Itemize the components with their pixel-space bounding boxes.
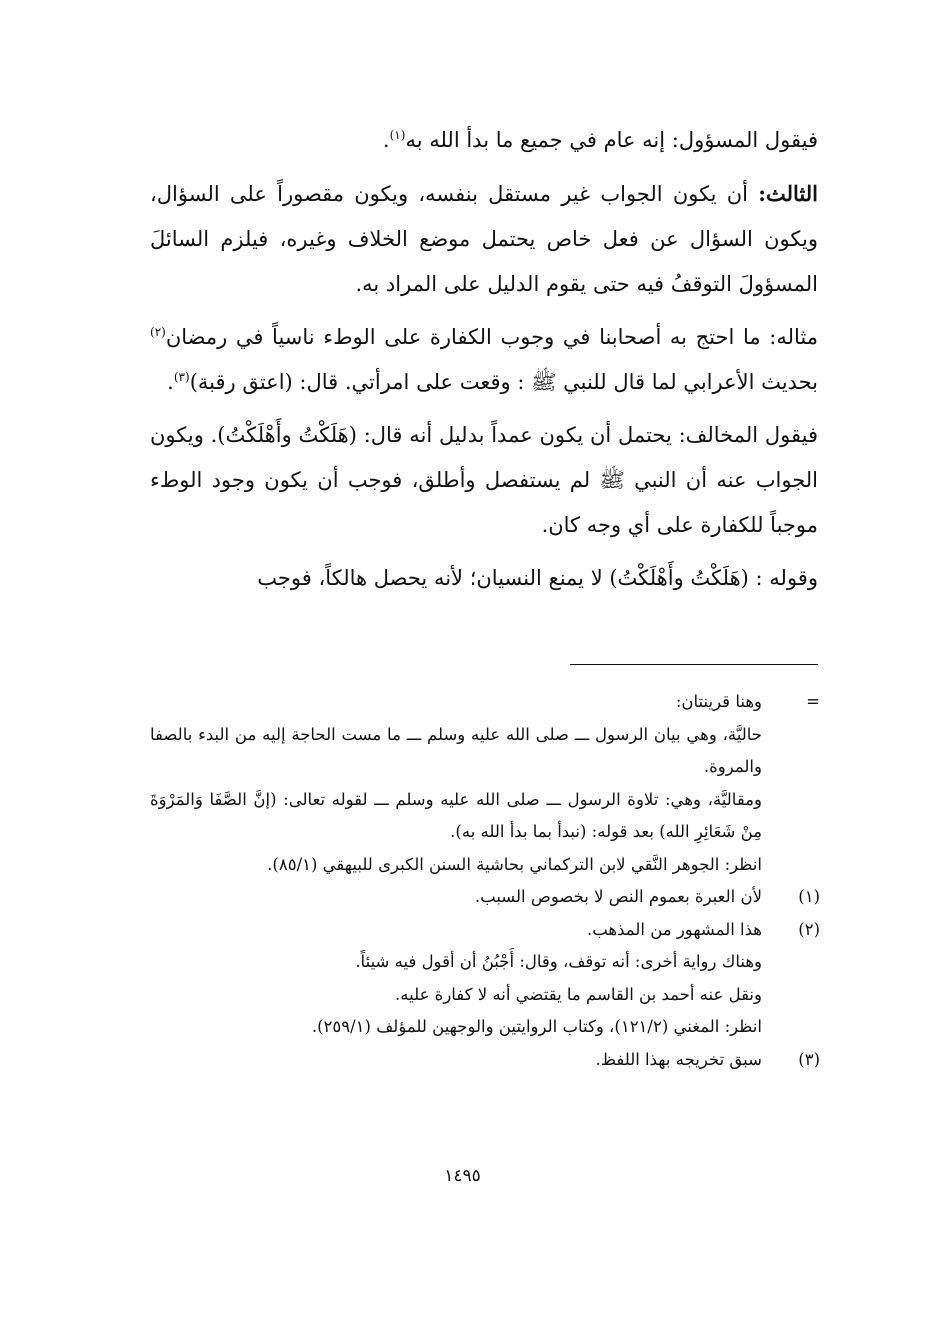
footnote-line: ونقل عنه أحمد بن القاسم ما يقتضي أنه لا كفارة عليه. (395, 984, 762, 1004)
paragraph-5 (150, 556, 818, 601)
footnote-line: حاليَّة، وهي بيان الرسول ـــ صلى الله عليه وسلم ـــ ما مست الحاجة إليه من البدء بالصفا والمروة. (150, 724, 762, 776)
footnote-number: (١) (798, 887, 820, 906)
footnote-2 (150, 914, 820, 1044)
footnote-divider (570, 664, 818, 665)
page-number: ١٤٩٥ (444, 1166, 481, 1186)
footnote-line: وهناك رواية أخرى: أنه توقف، وقال: أَجْبُنُ أن أقول فيه شيئاً. (355, 952, 762, 971)
footnote-line: هذا المشهور من المذهب. (586, 919, 762, 939)
footnote-line: انظر: الجوهر النَّقي لابن التركماني بحاشية السنن الكبرى للبيهقي (٨٥/١). (267, 854, 762, 874)
paragraph-3-text-a: مثاله: ما احتج به أصحابنا في وجوب الكفارة على الوطء ناسياً في رمضان (165, 325, 818, 349)
paragraph-3 (150, 315, 818, 405)
footnote-line: انظر: المغني (١٢١/٢)، وكتاب الروايتين والوجهين للمؤلف (٢٥٩/١). (311, 1017, 762, 1036)
footnote-line: وهنا قرينتان: (675, 692, 762, 711)
paragraph-3-text-b: بحديث الأعرابي لما قال للنبي ﷺ : وقعت على امرأتي. قال: (اعتق رقبة) (189, 370, 818, 394)
main-text (150, 118, 818, 609)
footnote-line: لأن العبرة بعموم النص لا بخصوص السبب. (474, 887, 762, 906)
paragraph-3-end: . (167, 370, 174, 394)
footnote-3 (150, 1044, 820, 1077)
footnote-continuation (150, 686, 820, 881)
footnote-line: ومقاليَّة، وهي: تلاوة الرسول ـــ صلى الله عليه وسلم ـــ لقوله تعالى: (إنَّ الصَّفَا وَالمَرْوَةَ مِنْ شَعَائِرِ الله) بعد قوله: (نبدأ بما بدأ الله به). (150, 789, 762, 841)
paragraph-4-text: فيقول المخالف: يحتمل أن يكون عمداً بدليل أنه قال: (هَلَكْتُ وأَهْلَكْتُ). ويكون الجواب عنه أن النبي ﷺ لم يستفصل وأطلق، فوجب أن يكون وجود الوطء موجباً للكفارة على أي وجه كان. (150, 423, 818, 537)
paragraph-1-text: فيقول المسؤول: إنه عام في جميع ما بدأ الله به (405, 128, 818, 152)
footnote-number: (٢) (798, 919, 820, 939)
footnote-ref-2[interactable]: (٢) (150, 325, 166, 339)
footnote-ref-3[interactable]: (٣) (173, 370, 190, 384)
paragraph-1-end: . (382, 128, 390, 152)
footnote-1 (150, 881, 820, 914)
paragraph-4 (150, 413, 818, 548)
paragraph-2-heading: الثالث: (758, 181, 818, 206)
paragraph-2-text: أن يكون الجواب غير مستقل بنفسه، ويكون مقصوراً على السؤال، ويكون السؤال عن فعل خاص يحتمل موضع الخلاف وغيره، فيلزم السائلَ المسؤولَ التوقفُ فيه حتى يقوم الدليل على المراد به. (150, 182, 818, 296)
continuation-marker: = (806, 692, 820, 711)
paragraph-5-text: وقوله : (هَلَكْتُ وأَهْلَكْتُ) لا يمنع النسيان؛ لأنه يحصل هالكاً، فوجب (257, 566, 818, 590)
paragraph-2 (150, 171, 818, 307)
paragraph-1 (150, 118, 818, 163)
footnote-ref-1[interactable]: (١) (389, 128, 406, 142)
footnote-number: (٣) (798, 1049, 820, 1069)
footnote-line: سبق تخريجه بهذا اللفظ. (595, 1049, 762, 1069)
footnotes (150, 686, 820, 1076)
